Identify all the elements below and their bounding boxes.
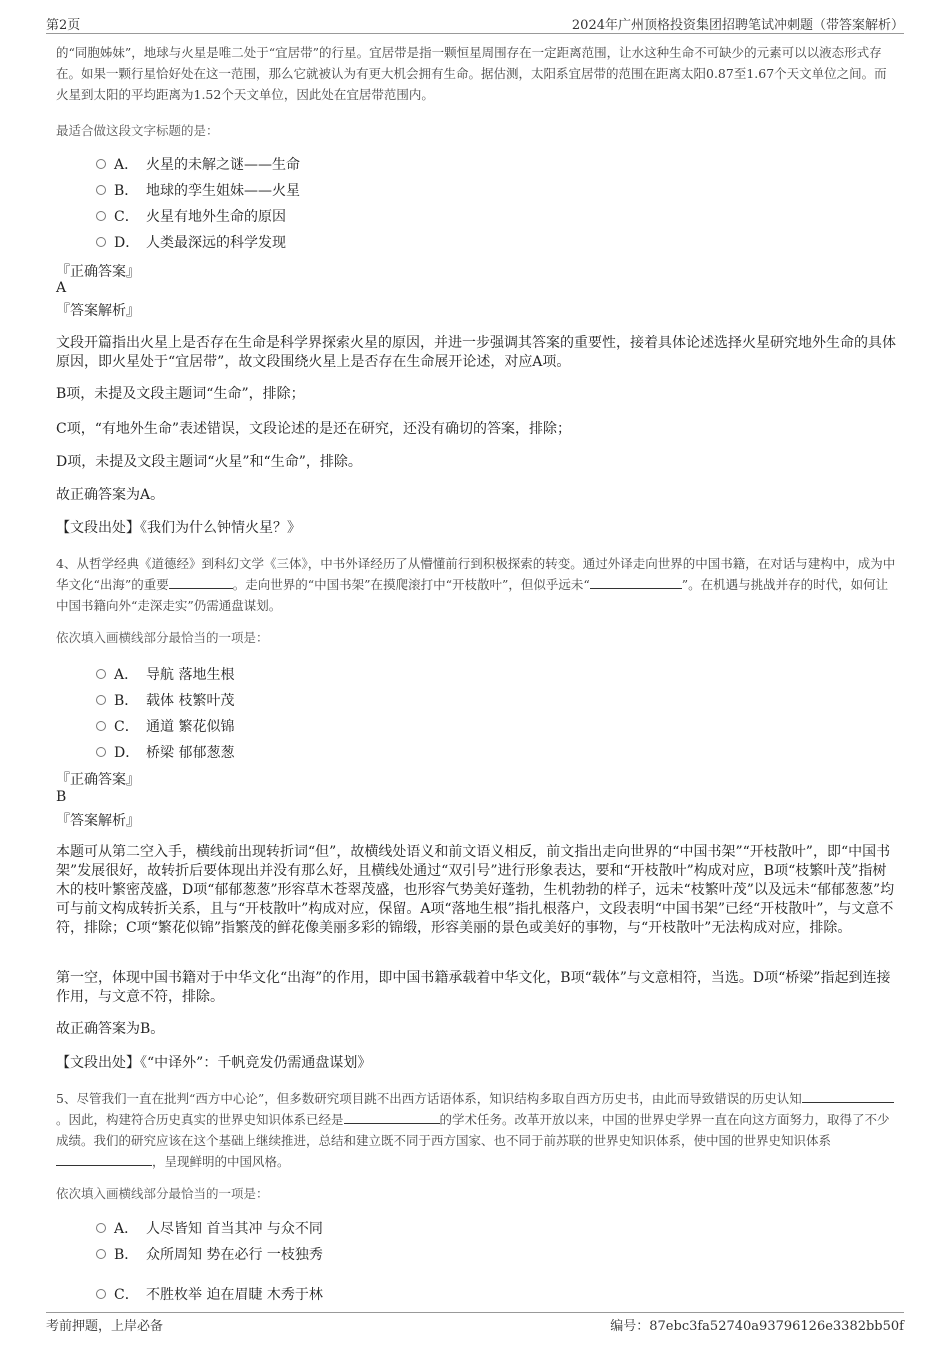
q3-source: 【文段出处】《我们为什么钟情火星？》: [56, 520, 301, 536]
q5-option-b[interactable]: B． 众所周知 势在必行 一枝独秀: [96, 1244, 323, 1264]
q3-option-a[interactable]: A． 火星的未解之谜——生命: [96, 154, 300, 174]
radio-icon[interactable]: [96, 237, 106, 247]
page-number: 第2页: [46, 18, 81, 33]
q4-passage: 4、从哲学经典《道德经》到科幻文学《三体》，中书外译经历了从懵懂前行到积极探索的转变。通过外译走向世界的中国书籍，在对话与建构中，成为中华文化“出海”的重要 。走向世界的“中国书架”在摸爬滚打中“开枝散叶”，但似乎远未“ ”。在机遇与挑战并存的时代，如何让中国书籍向外“走深走实”仍需通盘谋划。: [56, 556, 896, 613]
radio-icon[interactable]: [96, 185, 106, 195]
footer-divider: [46, 1312, 904, 1313]
q4-answer: B: [56, 789, 67, 805]
q3-prompt: 最适合做这段文字标题的是：: [56, 123, 219, 138]
q4-option-d[interactable]: D． 桥梁 郁郁葱葱: [96, 742, 234, 762]
radio-icon[interactable]: [96, 1223, 106, 1233]
q4-analysis-label: 『答案解析』: [56, 813, 140, 829]
q4-answer-label: 『正确答案』: [56, 772, 140, 788]
q3-passage: 的“同胞姊妹”，地球与火星是唯二处于“宜居带”的行星。宜居带是指一颗恒星周围存在一定距离范围，让水这种生命不可缺少的元素可以以液态形式存在。如果一颗行星恰好处在这一范围，那么它就被认为有更大机会拥有生命。据估测，太阳系宜居带的范围在距离太阳0.87至1.67个天文单位之间。而火星到太阳的平均距离为1.52个天文单位，因此处在宜居带范围内。: [56, 45, 887, 102]
q5-option-a[interactable]: A． 人尽皆知 首当其冲 与众不同: [96, 1218, 323, 1238]
q4-option-c[interactable]: C． 通道 繁花似锦: [96, 716, 234, 736]
radio-icon[interactable]: [96, 721, 106, 731]
q3-analysis-label: 『答案解析』: [56, 303, 140, 319]
page-header: [46, 10, 904, 32]
q4-analysis-para: 本题可从第二空入手，横线前出现转折词“但”，故横线处语义和前文语义相反，前文指出走向世界的“中国书架”“开枝散叶”，即“中国书架”发展很好，故转折后要体现出并没有那么好，且横线处通过“双引号”进行形象表达，要和“开枝散叶”构成对应，B项“枝繁叶茂”指树木的枝叶繁密茂盛，D项“郁郁葱葱”形容草木苍翠茂盛，也形容气势美好蓬勃，生机勃勃的样子，远未“枝繁叶茂”以及远未“郁郁葱葱”均可与前文构成转折关系，且与“开枝散叶”构成对应，保留。A项“落地生根”指扎根落户，文段表明“中国书架”已经“开枝散叶”，与文意不符，排除；C项“繁花似锦”指繁茂的鲜花像美丽多彩的锦缎，形容美丽的景色或美好的事物，与“开枝散叶”无法构成对应，排除。: [56, 844, 895, 936]
q4-option-b[interactable]: B． 载体 枝繁叶茂: [96, 690, 234, 710]
document-id: 编号：87ebc3fa52740a93796126e3382bb50f: [610, 1319, 904, 1334]
q3-analysis-para: 故正确答案为A。: [56, 487, 165, 503]
radio-icon[interactable]: [96, 1289, 106, 1299]
q3-option-b[interactable]: B． 地球的孪生姐妹——火星: [96, 180, 300, 200]
answer-blank: [590, 576, 682, 589]
q4-prompt: 依次填入画横线部分最恰当的一项是：: [56, 630, 269, 645]
answer-blank: [802, 1090, 894, 1103]
q3-option-c[interactable]: C． 火星有地外生命的原因: [96, 206, 286, 226]
answer-blank: [56, 1153, 152, 1166]
radio-icon[interactable]: [96, 211, 106, 221]
radio-icon[interactable]: [96, 747, 106, 757]
q5-option-c[interactable]: C． 不胜枚举 迫在眉睫 木秀于林: [96, 1284, 323, 1304]
answer-blank: [169, 576, 233, 589]
document-title: 2024年广州顶格投资集团招聘笔试冲刺题（带答案解析）: [571, 18, 904, 33]
q5-prompt: 依次填入画横线部分最恰当的一项是：: [56, 1186, 269, 1201]
radio-icon[interactable]: [96, 1249, 106, 1259]
q3-analysis-para: B项，未提及文段主题词“生命”，排除；: [56, 386, 305, 402]
footer-slogan: 考前押题，上岸必备: [46, 1319, 164, 1334]
q5-passage: 5、尽管我们一直在批判“西方中心论”，但多数研究项目跳不出西方话语体系，知识结构多取自西方历史书，由此而导致错误的历史认知。因此，构建符合历史真实的世界史知识体系已经是 的学术任务。改革开放以来，中国的世界史学界一直在向这方面努力，取得了不少成绩。我们的研究应该在这个基础上继续推进，总结和建立既不同于西方国家、也不同于前苏联的世界史知识体系，使中国的世界史知识体系，呈现鲜明的中国风格。: [56, 1088, 898, 1172]
q4-analysis-para: 故正确答案为B。: [56, 1021, 165, 1037]
q4-source: 【文段出处】《“中译外”：千帆竞发仍需通盘谋划》: [56, 1055, 372, 1071]
q4-option-a[interactable]: A． 导航 落地生根: [96, 664, 234, 684]
q3-analysis-para: C项，“有地外生命”表述错误，文段论述的是还在研究，还没有确切的答案，排除；: [56, 421, 572, 437]
q3-analysis-para: 文段开篇指出火星上是否存在生命是科学界探索火星的原因，并进一步强调其答案的重要性，接着具体论述选择火星研究地外生命的具体原因，即火星处于“宜居带”，故文段围绕火星上是否存在生命展开论述，对应A项。: [56, 335, 896, 370]
radio-icon[interactable]: [96, 695, 106, 705]
header-divider: [46, 33, 904, 34]
q3-answer-label: 『正确答案』: [56, 264, 140, 280]
radio-icon[interactable]: [96, 669, 106, 679]
q3-option-d[interactable]: D． 人类最深远的科学发现: [96, 232, 286, 252]
answer-blank: [344, 1111, 440, 1124]
radio-icon[interactable]: [96, 159, 106, 169]
q4-analysis-para: 第一空，体现中国书籍对于中华文化“出海”的作用，即中国书籍承载着中华文化，B项“载体”与文意相符，当选。D项“桥梁”指起到连接作用，与文意不符，排除。: [56, 970, 891, 1005]
q3-answer: A: [56, 280, 67, 296]
q3-analysis-para: D项，未提及文段主题词“火星”和“生命”，排除。: [56, 454, 362, 470]
